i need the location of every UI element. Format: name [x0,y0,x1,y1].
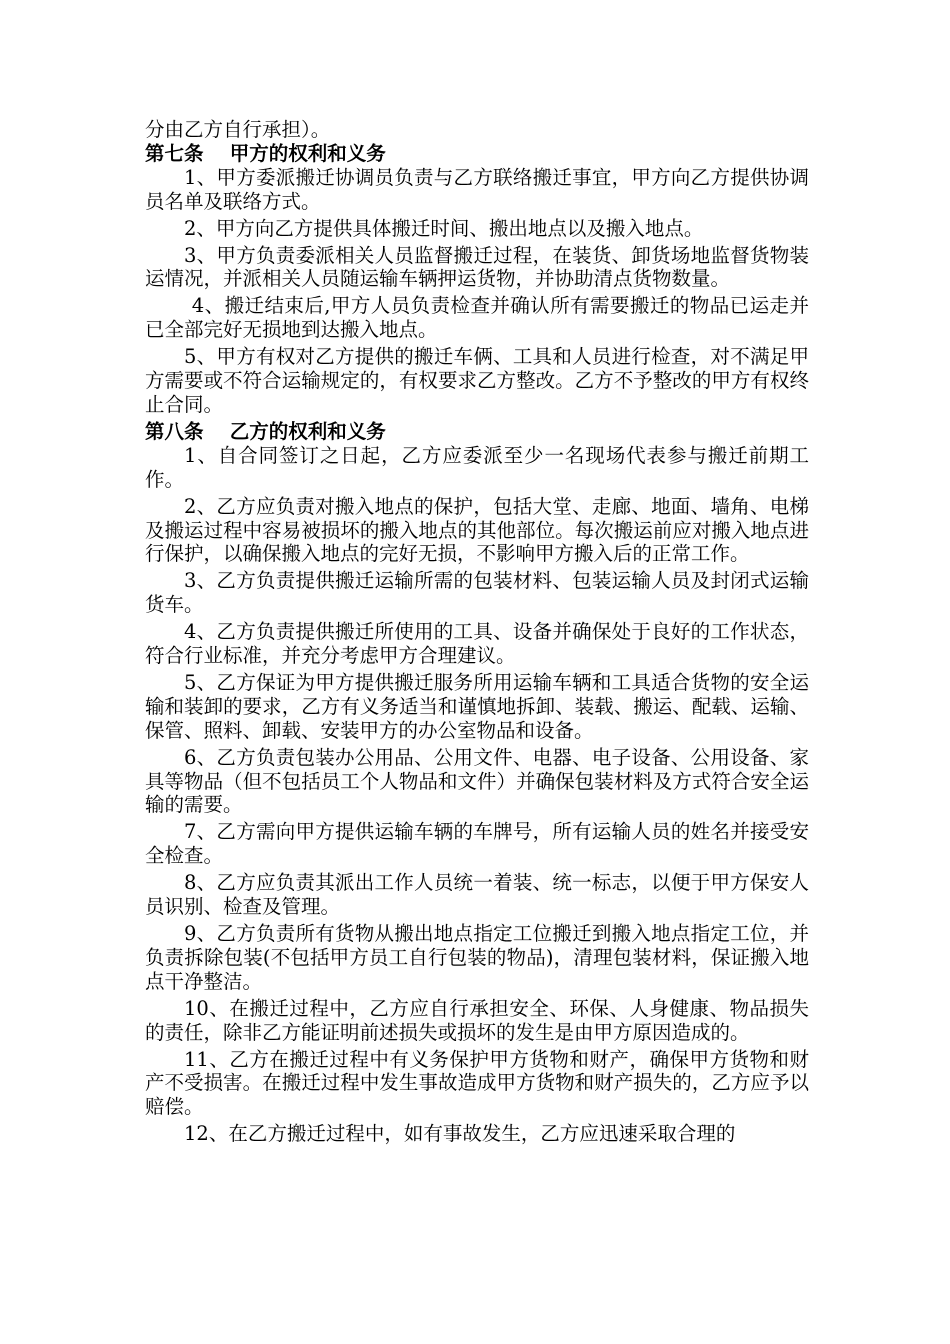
section-7-item-1: 1、甲方委派搬迁协调员负责与乙方联络搬迁事宜，甲方向乙方提供协调员名单及联络方式。 [145,165,809,213]
section-8-item-1: 1、自合同签订之日起，乙方应委派至少一名现场代表参与搬迁前期工作。 [145,443,809,491]
section-7-body [145,166,809,417]
section-8-body [145,444,809,1146]
section-7-item-4: 4、搬迁结束后,甲方人员负责检查并确认所有需要搬迁的物品已运走并已全部完好无损地到达搬入地点。 [145,294,809,342]
section-7-item-5: 5、甲方有权对乙方提供的搬迁车俩、工具和人员进行检查，对不满足甲方需要或不符合运输规定的，有权要求乙方整改。乙方不予整改的甲方有权终止合同。 [145,345,809,416]
section-7-item-3: 3、甲方负责委派相关人员监督搬迁过程，在装货、卸货场地监督货物装运情况，并派相关人员随运输车辆押运货物，并协助清点货物数量。 [145,243,809,291]
section-8-item-2: 2、乙方应负责对搬入地点的保护，包括大堂、走廊、地面、墙角、电梯及搬运过程中容易被损坏的搬入地点的其他部位。每次搬运前应对搬入地点进行保护，以确保搬入地点的完好无损，不影响甲方搬入后的正常工作。 [145,494,809,566]
section-7-title: 第七条 甲方的权利和义务 [145,141,386,165]
document-page [145,118,809,1149]
section-8-item-9: 9、乙方负责所有货物从搬出地点指定工位搬迁到搬入地点指定工位，并负责拆除包装(不包括甲方员工自行包装的物品)，清理包装材料，保证搬入地点干净整洁。 [145,922,809,993]
section-7-item-2: 2、甲方向乙方提供具体搬迁时间、搬出地点以及搬入地点。 [184,216,704,240]
section-8-item-12: 12、在乙方搬迁过程中，如有事故发生，乙方应迅速采取合理的 [184,1122,736,1146]
continuation-text: 分由乙方自行承担）。 [145,118,331,141]
section-8-item-6: 6、乙方负责包装办公用品、公用文件、电器、电子设备、公用设备、家具等物品（但不包括员工个人物品和文件）并确保包装材料及方式符合安全运输的需要。 [145,745,809,817]
section-8-item-11: 11、乙方在搬迁过程中有义务保护甲方货物和财产，确保甲方货物和财产不受损害。在搬迁过程中发生事故造成甲方货物和财产损失的，乙方应予以赔偿。 [145,1047,809,1119]
section-8-item-10: 10、在搬迁过程中，乙方应自行承担安全、环保、人身健康、物品损失的责任，除非乙方能证明前述损失或损坏的发生是由甲方原因造成的。 [145,996,809,1044]
section-8-item-7: 7、乙方需向甲方提供运输车辆的车牌号，所有运输人员的姓名并接受安全检查。 [145,820,809,868]
section-8-item-8: 8、乙方应负责其派出工作人员统一着装、统一标志，以便于甲方保安人员识别、检查及管理。 [145,871,809,919]
section-8-item-5: 5、乙方保证为甲方提供搬迁服务所用运输车辆和工具适合货物的安全运输和装卸的要求，乙方有义务适当和谨慎地拆卸、装载、搬运、配载、运输、保管、照料、卸载、安装甲方的办公室物品和设备。 [145,670,809,742]
section-8-title: 第八条 乙方的权利和义务 [145,419,386,443]
section-8-item-3: 3、乙方负责提供搬迁运输所需的包装材料、包装运输人员及封闭式运输货车。 [145,569,809,617]
section-8-item-4: 4、乙方负责提供搬迁所使用的工具、设备并确保处于良好的工作状态，符合行业标准，并充分考虑甲方合理建议。 [145,620,809,668]
